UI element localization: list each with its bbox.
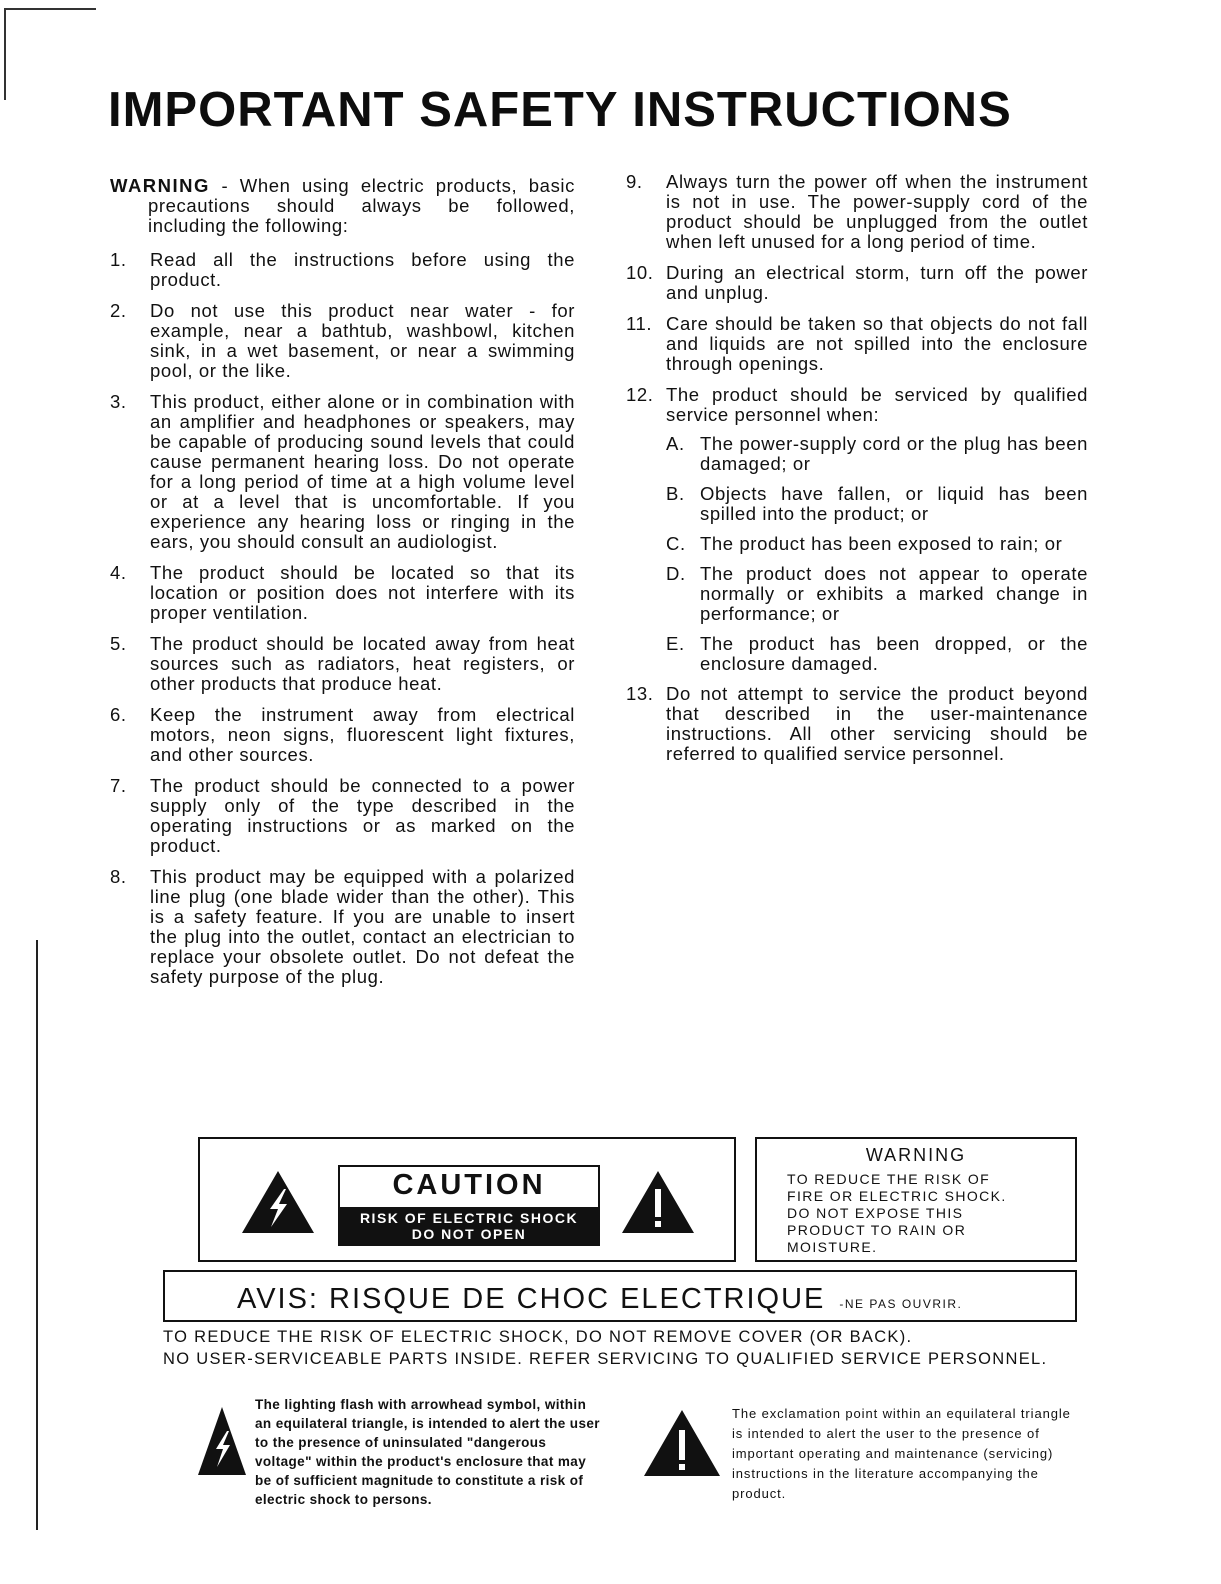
right-column (626, 172, 1088, 775)
item-text: The product should be located so that its location or position does not interfere with its proper ventilation. (150, 562, 575, 623)
item-number: 9. (626, 171, 643, 192)
caution-label (338, 1165, 600, 1246)
sub-letter: C. (666, 533, 686, 554)
item-number: 10. (626, 262, 654, 283)
instruction-item (626, 684, 1088, 764)
warning-line: TO REDUCE THE RISK OF (787, 1171, 991, 1187)
item-number: 5. (110, 633, 127, 654)
warning-text: - When using electric products, basic precautions should always be followed, including the following: (148, 175, 575, 236)
sub-text: The product has been dropped, or the enclosure damaged. (700, 633, 1088, 674)
item-number: 12. (626, 384, 654, 405)
item-text: Keep the instrument away from electrical motors, neon signs, fluorescent light fixtures, and other sources. (150, 704, 575, 765)
warning-panel-title: WARNING (865, 1145, 967, 1165)
shock-reduction-notice (163, 1326, 1047, 1370)
instruction-item (110, 705, 575, 765)
item-text: The product should be connected to a power supply only of the type described in the operating instructions or as marked on the product. (150, 775, 575, 856)
item-text: Do not use this product near water - for example, near a bathtub, washbowl, kitchen sink, in a wet basement, or near a swimming pool, or the like. (150, 300, 575, 381)
caution-shock-notice (340, 1207, 598, 1244)
margin-rule (36, 940, 38, 1530)
sub-item (666, 634, 1088, 674)
item-text: The product should be located away from heat sources such as radiators, heat registers, or other products that produce heat. (150, 633, 575, 694)
item-text: The product should be serviced by qualified service personnel when: (666, 384, 1088, 425)
avis-small: -NE PAS OUVRIR. (839, 1297, 963, 1311)
instruction-item (626, 172, 1088, 252)
sub-item (666, 484, 1088, 524)
instruction-item (626, 385, 1088, 425)
sub-text: The product does not appear to operate normally or exhibits a marked change in performance; or (700, 563, 1088, 624)
caution-line: RISK OF ELECTRIC SHOCK (359, 1210, 579, 1226)
page-title: IMPORTANT SAFETY INSTRUCTIONS (108, 83, 1012, 137)
sub-letter: B. (666, 483, 685, 504)
caution-word: CAUTION (392, 1169, 546, 1201)
avis-main: AVIS: RISQUE DE CHOC ELECTRIQUE (237, 1283, 826, 1315)
instruction-item (626, 314, 1088, 374)
instruction-item (110, 563, 575, 623)
sub-text: The product has been exposed to rain; or (700, 533, 1063, 554)
sub-letter: E. (666, 633, 685, 654)
instruction-item (110, 776, 575, 856)
sub-item (666, 434, 1088, 474)
avis-banner (163, 1270, 1077, 1322)
caution-line: DO NOT OPEN (411, 1226, 527, 1242)
warning-intro (110, 176, 575, 236)
instruction-item (110, 867, 575, 987)
instruction-item (110, 392, 575, 552)
warning-panel-text (787, 1171, 1007, 1256)
item-number: 1. (110, 249, 127, 270)
item-text: Always turn the power off when the instrument is not in use. The power-supply cord of the product should be unplugged from the outlet when left unused for a long period of time. (666, 171, 1088, 252)
item-text: This product, either alone or in combination with an amplifier and headphones or speakers, may be capable of producing sound levels that could cause permanent hearing loss. Do not operate for a long period of time at a high volume level or at a level that is uncomfortable. If you experience any hearing loss or ringing in the ears, you should consult an audiologist. (150, 391, 575, 552)
left-column (110, 176, 575, 998)
item-number: 3. (110, 391, 127, 412)
item-text: This product may be equipped with a polarized line plug (one blade wider than the other). This is a safety feature. If you are unable to insert the plug into the outlet, contact an electrician to replace your obsolete outlet. Do not defeat the safety purpose of the plug. (150, 866, 575, 987)
warning-line: PRODUCT TO RAIN OR (787, 1222, 967, 1238)
item-number: 11. (626, 313, 653, 334)
lightning-triangle-icon (240, 1169, 316, 1235)
warning-line: FIRE OR ELECTRIC SHOCK. (787, 1188, 1007, 1204)
warning-line: MOISTURE. (787, 1239, 878, 1255)
instruction-item (110, 250, 575, 290)
warning-panel (755, 1137, 1077, 1262)
crop-mark (4, 8, 96, 100)
item-number: 8. (110, 866, 127, 887)
exclamation-triangle-icon (620, 1169, 696, 1235)
sub-text: The power-supply cord or the plug has been damaged; or (700, 433, 1088, 474)
item-text: Read all the instructions before using the product. (150, 249, 575, 290)
sub-letter: A. (666, 433, 685, 454)
sub-list (626, 434, 1088, 674)
warning-line: DO NOT EXPOSE THIS (787, 1205, 964, 1221)
exclamation-triangle-icon (642, 1408, 722, 1478)
warning-lead: WARNING (110, 175, 210, 196)
item-number: 4. (110, 562, 127, 583)
item-text: Care should be taken so that objects do not fall and liquids are not spilled into the enclosure through openings. (666, 313, 1088, 374)
sub-item (666, 564, 1088, 624)
lightning-triangle-icon (196, 1405, 248, 1477)
instruction-item (110, 301, 575, 381)
notice-line: TO REDUCE THE RISK OF ELECTRIC SHOCK, DO NOT REMOVE COVER (OR BACK). (163, 1328, 913, 1346)
sub-letter: D. (666, 563, 686, 584)
item-number: 7. (110, 775, 127, 796)
avis-text (237, 1283, 962, 1316)
sub-item (666, 534, 1088, 554)
item-number: 13. (626, 683, 654, 704)
sub-text: Objects have fallen, or liquid has been spilled into the product; or (700, 483, 1088, 524)
item-text: During an electrical storm, turn off the power and unplug. (666, 262, 1088, 303)
lightning-symbol-explanation: The lighting flash with arrowhead symbol, within an equilateral triangle, is intended to alert the user to the presence of uninsulated "dangerous voltage" within the product's enclosure that may be of sufficient magnitude to constitute a risk of electric shock to persons. (255, 1397, 600, 1507)
item-text: Do not attempt to service the product beyond that described in the user-maintenance instructions. All other servicing should be referred to qualified service personnel. (666, 683, 1088, 764)
item-number: 6. (110, 704, 127, 725)
instruction-item (110, 634, 575, 694)
caution-panel (198, 1137, 736, 1262)
item-number: 2. (110, 300, 127, 321)
notice-line: NO USER-SERVICEABLE PARTS INSIDE. REFER SERVICING TO QUALIFIED SERVICE PERSONNEL. (163, 1350, 1048, 1368)
exclamation-symbol-explanation: The exclamation point within an equilateral triangle is intended to alert the user to the presence of important operating and maintenance (servicing) instructions in the literature accompanying the product. (732, 1406, 1071, 1501)
instruction-item (626, 263, 1088, 303)
